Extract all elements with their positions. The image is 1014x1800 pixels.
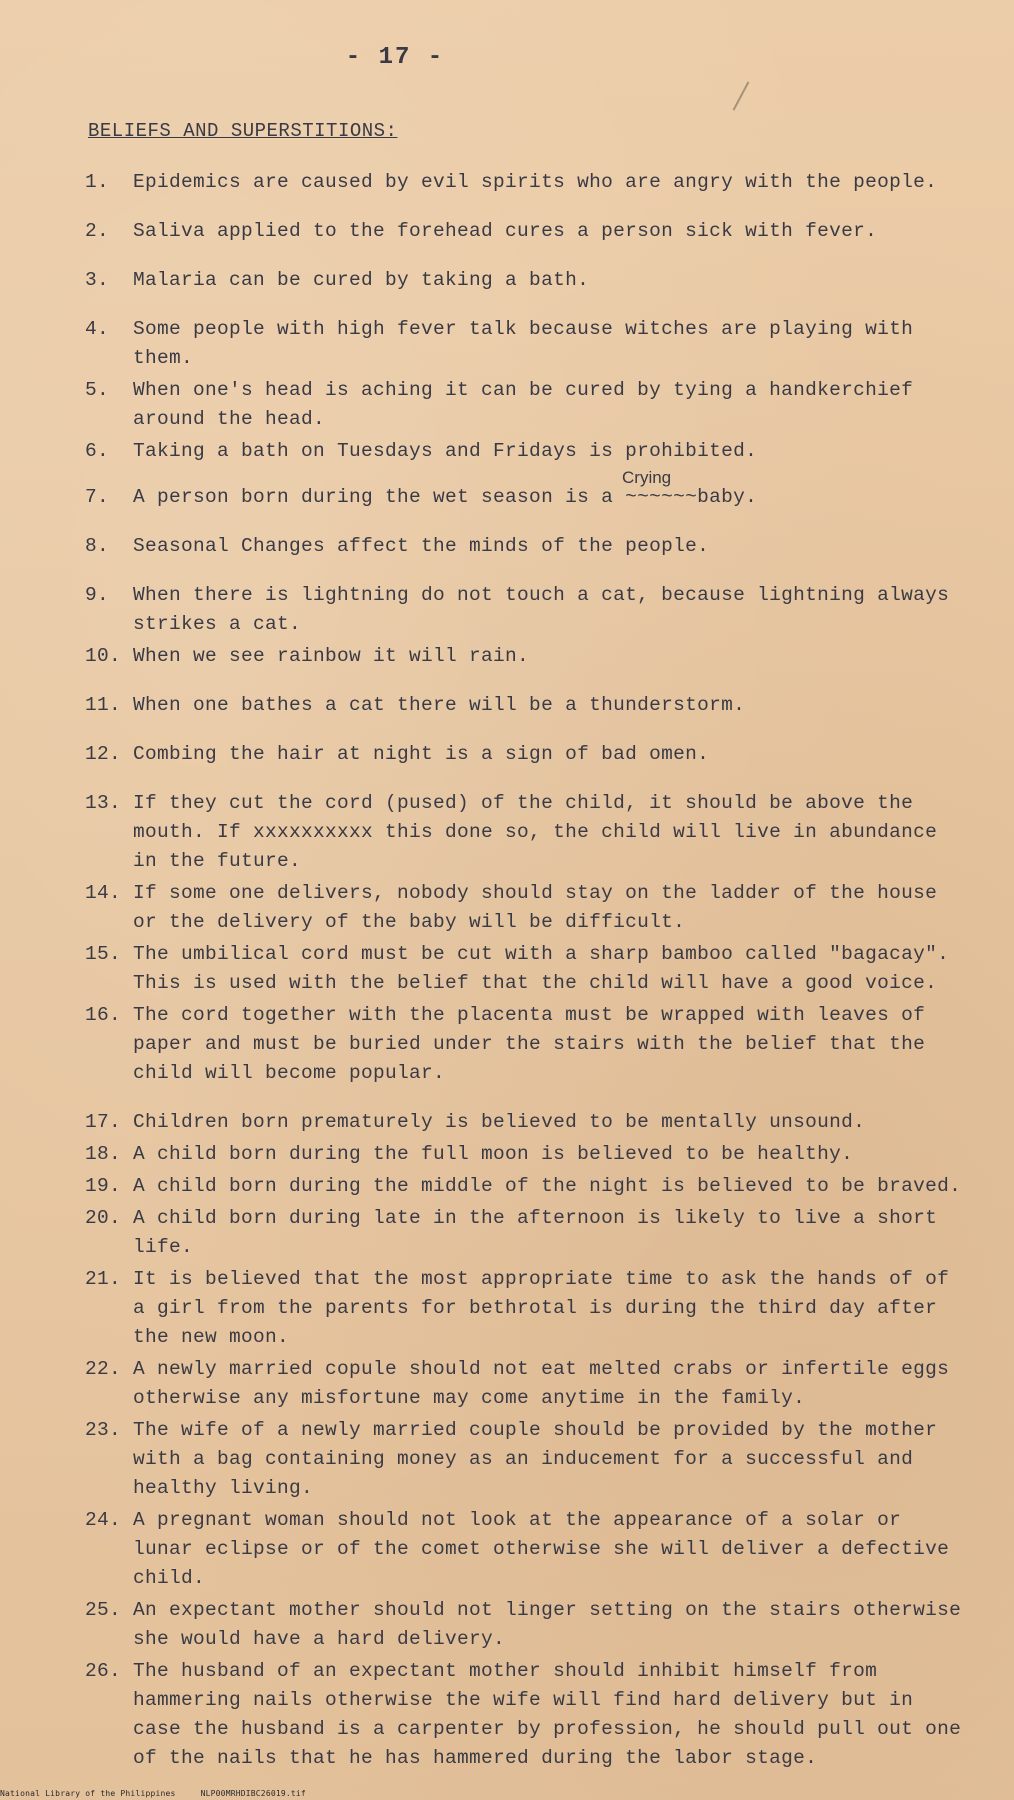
item-text: The wife of a newly married couple should be provided by the mother with a bag containing money as an inducement for a successful and healthy living. — [133, 1419, 938, 1499]
item-text: Epidemics are caused by evil spirits who are angry with the people. — [133, 171, 938, 193]
pen-mark — [733, 81, 750, 110]
item-number: 19. — [85, 1175, 122, 1197]
item-number: 3. — [85, 269, 110, 291]
item-text: A pregnant woman should not look at the appearance of a solar or lunar eclipse or of the comet otherwise she will deliver a defective child. — [133, 1509, 950, 1589]
list-item — [0, 1265, 1014, 1352]
list-item — [0, 940, 1014, 998]
item-number: 21. — [85, 1268, 122, 1290]
item-text: A child born during the middle of the night is believed to be braved. — [133, 1175, 962, 1197]
item-number: 26. — [85, 1660, 122, 1682]
item-number: 24. — [85, 1509, 122, 1531]
item-number: 23. — [85, 1419, 122, 1441]
list-item — [0, 789, 1014, 876]
item-number: 18. — [85, 1143, 122, 1165]
item-text: Taking a bath on Tuesdays and Fridays is prohibited. — [133, 440, 758, 462]
list-item — [0, 1596, 1014, 1654]
list-item — [0, 1140, 1014, 1169]
list-item — [0, 168, 1014, 197]
item-text: The cord together with the placenta must be wrapped with leaves of paper and must be buried under the stairs with the belief that the child will become popular. — [133, 1004, 926, 1084]
item-number: 2. — [85, 220, 110, 242]
list-item — [0, 217, 1014, 246]
item-number: 8. — [85, 535, 110, 557]
item-text: If they cut the cord (pused) of the child, it should be above the mouth. If xxxxxxxxxx this done so, the child will live in abundance in the future. — [133, 792, 938, 872]
item-text: Saliva applied to the forehead cures a person sick with fever. — [133, 220, 878, 242]
list-item — [0, 1108, 1014, 1137]
library-credit: National Library of the Philippines — [0, 1789, 176, 1798]
item-number: 7. — [85, 486, 110, 508]
item-number: 6. — [85, 440, 110, 462]
item-text: Malaria can be cured by taking a bath. — [133, 269, 590, 291]
item-text: Children born prematurely is believed to be mentally unsound. — [133, 1111, 866, 1133]
item-number: 17. — [85, 1111, 122, 1133]
item-text: A newly married copule should not eat melted crabs or infertile eggs otherwise any misfortune may come anytime in the family. — [133, 1358, 950, 1409]
list-item — [0, 437, 1014, 466]
list-item — [0, 376, 1014, 434]
item-text: If some one delivers, nobody should stay on the ladder of the house or the delivery of the baby will be difficult. — [133, 882, 938, 933]
item-number: 12. — [85, 743, 122, 765]
item-text: The umbilical cord must be cut with a sharp bamboo called "bagacay". This is used with the belief that the child will have a good voice. — [133, 943, 950, 994]
item-text: It is believed that the most appropriate time to ask the hands of of a girl from the parents for bethrotal is during the third day after the new moon. — [133, 1268, 950, 1348]
item-number: 14. — [85, 882, 122, 904]
list-item — [0, 1172, 1014, 1201]
beliefs-list — [0, 160, 1014, 1773]
item-text: Combing the hair at night is a sign of bad omen. — [133, 743, 710, 765]
list-item — [0, 1416, 1014, 1503]
item-number: 10. — [85, 645, 122, 667]
list-item — [0, 1657, 1014, 1773]
list-item — [0, 1506, 1014, 1593]
section-heading: BELIEFS AND SUPERSTITIONS: — [88, 120, 398, 142]
item-number: 20. — [85, 1207, 122, 1229]
list-item — [0, 740, 1014, 769]
item-text: An expectant mother should not linger setting on the stairs otherwise she would have a hard delivery. — [133, 1599, 962, 1650]
list-item — [0, 1204, 1014, 1262]
list-item — [0, 315, 1014, 373]
item-number: 16. — [85, 1004, 122, 1026]
handwritten-annotation: Crying — [622, 468, 672, 487]
scan-footer — [0, 1789, 306, 1798]
item-text: The husband of an expectant mother should inhibit himself from hammering nails otherwise the wife will find hard delivery but in case the husband is a carpenter by profession, he should pull out one of the nails that he has hammered during the labor stage. — [133, 1660, 962, 1769]
list-item — [0, 532, 1014, 561]
item-text: Seasonal Changes affect the minds of the people. — [133, 535, 710, 557]
item-text: When there is lightning do not touch a cat, because lightning always strikes a cat. — [133, 584, 950, 635]
list-item — [0, 1355, 1014, 1413]
item-text: When one's head is aching it can be cured by tying a handkerchief around the head. — [133, 379, 914, 430]
page-number: - 17 - — [345, 44, 445, 71]
item-number: 22. — [85, 1358, 122, 1380]
list-item — [0, 581, 1014, 639]
list-item — [0, 1001, 1014, 1088]
item-text: When one bathes a cat there will be a thunderstorm. — [133, 694, 746, 716]
item-number: 11. — [85, 694, 122, 716]
item-number: 13. — [85, 792, 122, 814]
item-number: 15. — [85, 943, 122, 965]
item-text: When we see rainbow it will rain. — [133, 645, 530, 667]
item-number: 25. — [85, 1599, 122, 1621]
item-text: A child born during late in the afternoon is likely to live a short life. — [133, 1207, 938, 1258]
list-item — [0, 642, 1014, 671]
item-text: A person born during the wet season is a ~~~~~~baby. — [133, 486, 758, 508]
item-number: 1. — [85, 171, 110, 193]
list-item — [0, 691, 1014, 720]
item-text: Some people with high fever talk because witches are playing with them. — [133, 318, 914, 369]
list-item — [0, 879, 1014, 937]
list-item — [0, 483, 1014, 512]
item-number: 5. — [85, 379, 110, 401]
scan-filename: NLP00MRHDIBC26019.tif — [200, 1789, 306, 1798]
list-item — [0, 266, 1014, 295]
item-number: 4. — [85, 318, 110, 340]
item-text: A child born during the full moon is believed to be healthy. — [133, 1143, 854, 1165]
item-number: 9. — [85, 584, 110, 606]
